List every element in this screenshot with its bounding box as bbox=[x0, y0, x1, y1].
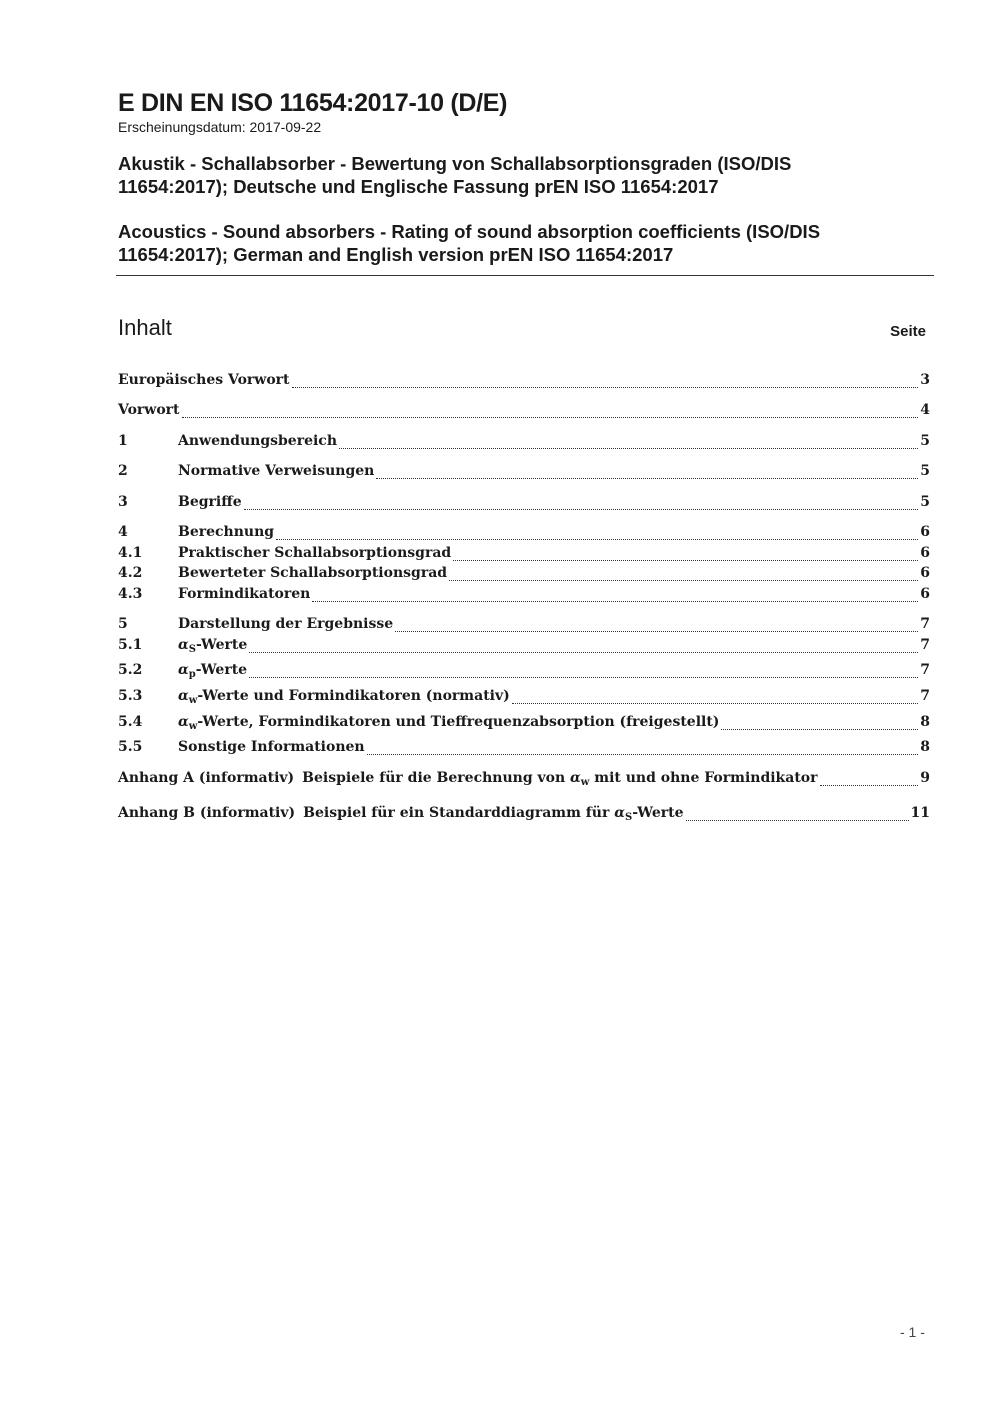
toc-entry-number: 4.2 bbox=[118, 565, 143, 581]
toc-entry-label bbox=[178, 637, 247, 655]
alpha-symbol: α bbox=[178, 688, 189, 704]
toc-entry-page: 7 bbox=[920, 662, 930, 678]
toc-entry-label bbox=[178, 662, 247, 680]
toc-entry[interactable] bbox=[118, 616, 930, 636]
toc-entry-text: Praktischer Schallabsorptionsgrad bbox=[178, 545, 452, 561]
alpha-subscript: w bbox=[580, 777, 590, 788]
toc-entry[interactable] bbox=[118, 545, 930, 565]
toc-entry-label bbox=[178, 433, 337, 449]
toc-entry-label bbox=[178, 494, 242, 510]
toc-entry-text: mit und ohne Formindikator bbox=[589, 770, 818, 786]
toc-entry[interactable] bbox=[118, 805, 930, 825]
toc-entry-label bbox=[118, 402, 180, 418]
toc-entry-label bbox=[178, 524, 274, 540]
alpha-subscript: S bbox=[188, 644, 197, 655]
toc-entry-label bbox=[118, 372, 290, 388]
toc-entry-page: 3 bbox=[920, 372, 930, 388]
toc-entry-page: 5 bbox=[920, 494, 930, 510]
document-id: E DIN EN ISO 11654:2017-10 (D/E) bbox=[118, 89, 508, 117]
toc-entry[interactable] bbox=[118, 494, 930, 514]
dot-leader bbox=[376, 478, 918, 479]
toc-entry-label bbox=[178, 688, 510, 706]
dot-leader bbox=[820, 785, 919, 786]
toc-entry-page: 7 bbox=[920, 637, 930, 653]
toc-entry-page: 7 bbox=[920, 616, 930, 632]
toc-entry-text: -Werte, Formindikatoren und Tieffrequenzabsorption (freigestellt) bbox=[197, 714, 720, 730]
toc-entry[interactable] bbox=[118, 586, 930, 606]
toc-entry-number: 1 bbox=[118, 433, 128, 449]
toc-entry-text: -Werte bbox=[195, 662, 248, 678]
toc-header bbox=[118, 315, 926, 341]
toc-entry-text: Sonstige Informationen bbox=[178, 739, 365, 755]
dot-leader bbox=[721, 729, 918, 730]
toc-entry-number: 4.1 bbox=[118, 545, 143, 561]
toc-entry-page: 6 bbox=[920, 565, 930, 581]
toc-entry-label bbox=[302, 770, 817, 788]
dot-leader bbox=[339, 448, 918, 449]
dot-leader bbox=[395, 631, 918, 632]
toc-entry[interactable] bbox=[118, 739, 930, 759]
toc-entry-text: Normative Verweisungen bbox=[178, 463, 375, 479]
toc-entry-text: -Werte bbox=[196, 637, 248, 653]
toc-entry-page: 6 bbox=[920, 524, 930, 540]
toc-entry-number: 2 bbox=[118, 463, 128, 479]
toc-entry-text: Formindikatoren bbox=[178, 586, 311, 602]
toc-entry-text: Europäisches Vorwort bbox=[118, 372, 290, 388]
toc-entry-number: Anhang A (informativ) bbox=[118, 770, 295, 786]
toc-entry-number: 3 bbox=[118, 494, 128, 510]
toc-entry-text: Beispiel für ein Standarddiagramm für bbox=[303, 805, 610, 821]
toc-entry[interactable] bbox=[118, 402, 930, 422]
toc-entry-number: 4.3 bbox=[118, 586, 143, 602]
toc-entry[interactable] bbox=[118, 688, 930, 708]
toc-entry-page: 5 bbox=[920, 463, 930, 479]
toc-entry-label bbox=[303, 805, 683, 823]
dot-leader bbox=[453, 560, 918, 561]
toc-entry-label bbox=[178, 565, 447, 581]
alpha-symbol: α bbox=[178, 662, 189, 678]
toc-entry-number: 5.2 bbox=[118, 662, 143, 678]
toc-entry-page: 6 bbox=[920, 586, 930, 602]
publication-date: Erscheinungsdatum: 2017-09-22 bbox=[118, 119, 322, 135]
toc-entry[interactable] bbox=[118, 372, 930, 392]
toc-entry-page: 9 bbox=[920, 770, 930, 786]
toc-entry-text: Vorwort bbox=[118, 402, 180, 418]
toc-entry-label bbox=[178, 739, 365, 755]
toc-entry[interactable] bbox=[118, 714, 930, 734]
dot-leader bbox=[292, 387, 919, 388]
alpha-symbol: α bbox=[178, 637, 189, 653]
alpha-subscript: S bbox=[625, 812, 633, 823]
toc-entry-page: 11 bbox=[910, 805, 930, 821]
dot-leader bbox=[312, 601, 918, 602]
toc-entry-number: 5.4 bbox=[118, 714, 143, 730]
page-number: - 1 - bbox=[900, 1324, 925, 1340]
toc-entry-label bbox=[178, 714, 719, 732]
dot-leader bbox=[512, 703, 919, 704]
toc-entry-label bbox=[178, 586, 310, 602]
toc-entry-text: Beispiele für die Berechnung von bbox=[302, 770, 566, 786]
toc-page-column-label: Seite bbox=[890, 323, 926, 340]
toc-entry-label bbox=[178, 616, 393, 632]
toc-entry-page: 4 bbox=[920, 402, 930, 418]
toc-entry-text: Darstellung der Ergebnisse bbox=[178, 616, 394, 632]
toc-entry[interactable] bbox=[118, 662, 930, 682]
toc-entry-number: 5 bbox=[118, 616, 128, 632]
toc-entry[interactable] bbox=[118, 637, 930, 657]
toc-entry-page: 6 bbox=[920, 545, 930, 561]
toc-entry-text: -Werte und Formindikatoren (normativ) bbox=[197, 688, 510, 704]
toc-entry[interactable] bbox=[118, 565, 930, 585]
toc-entry[interactable] bbox=[118, 770, 930, 790]
toc-entry-number: 5.1 bbox=[118, 637, 143, 653]
alpha-symbol: α bbox=[614, 805, 626, 821]
alpha-subscript: w bbox=[188, 721, 198, 732]
toc-entry-page: 8 bbox=[920, 714, 930, 730]
alpha-symbol: α bbox=[178, 714, 189, 730]
title-german: Akustik - Schallabsorber - Bewertung von Schallabsorptionsgraden (ISO/DIS 11654:2017); Deutsche und Englische Fassung prEN ISO 11654:2017 bbox=[118, 153, 792, 197]
dot-leader bbox=[249, 652, 918, 653]
dot-leader bbox=[276, 539, 918, 540]
toc-entry[interactable] bbox=[118, 433, 930, 453]
header-divider bbox=[116, 275, 934, 276]
toc-entry-text: -Werte bbox=[632, 805, 684, 821]
alpha-subscript: p bbox=[188, 669, 196, 680]
dot-leader bbox=[249, 677, 918, 678]
toc-entry[interactable] bbox=[118, 524, 930, 544]
toc-entry-number: 5.3 bbox=[118, 688, 143, 704]
toc-entry-number: 5.5 bbox=[118, 739, 143, 755]
toc-entry-text: Begriffe bbox=[178, 494, 242, 510]
toc-entry-page: 7 bbox=[920, 688, 930, 704]
document-header bbox=[118, 88, 934, 266]
dot-leader bbox=[686, 820, 909, 821]
toc-entry-page: 8 bbox=[920, 739, 930, 755]
toc-entry-text: Bewerteter Schallabsorptionsgrad bbox=[178, 565, 448, 581]
dot-leader bbox=[182, 417, 919, 418]
dot-leader bbox=[244, 509, 919, 510]
toc-entry-text: Anwendungsbereich bbox=[178, 433, 337, 449]
dot-leader bbox=[449, 580, 918, 581]
toc-entry-label bbox=[178, 463, 374, 479]
toc-entry-page: 5 bbox=[920, 433, 930, 449]
dot-leader bbox=[367, 754, 919, 755]
title-english: Acoustics - Sound absorbers - Rating of sound absorption coefficients (ISO/DIS 11654:2017); German and English version prEN ISO 11654:2017 bbox=[118, 221, 821, 265]
alpha-symbol: α bbox=[570, 770, 581, 786]
alpha-subscript: w bbox=[188, 695, 198, 706]
toc-title: Inhalt bbox=[118, 315, 172, 340]
toc-entry-number: 4 bbox=[118, 524, 128, 540]
toc-entry-text: Berechnung bbox=[178, 524, 275, 540]
toc-entry-number: Anhang B (informativ) bbox=[118, 805, 296, 821]
toc-entry-label bbox=[178, 545, 451, 561]
toc-entry[interactable] bbox=[118, 463, 930, 483]
